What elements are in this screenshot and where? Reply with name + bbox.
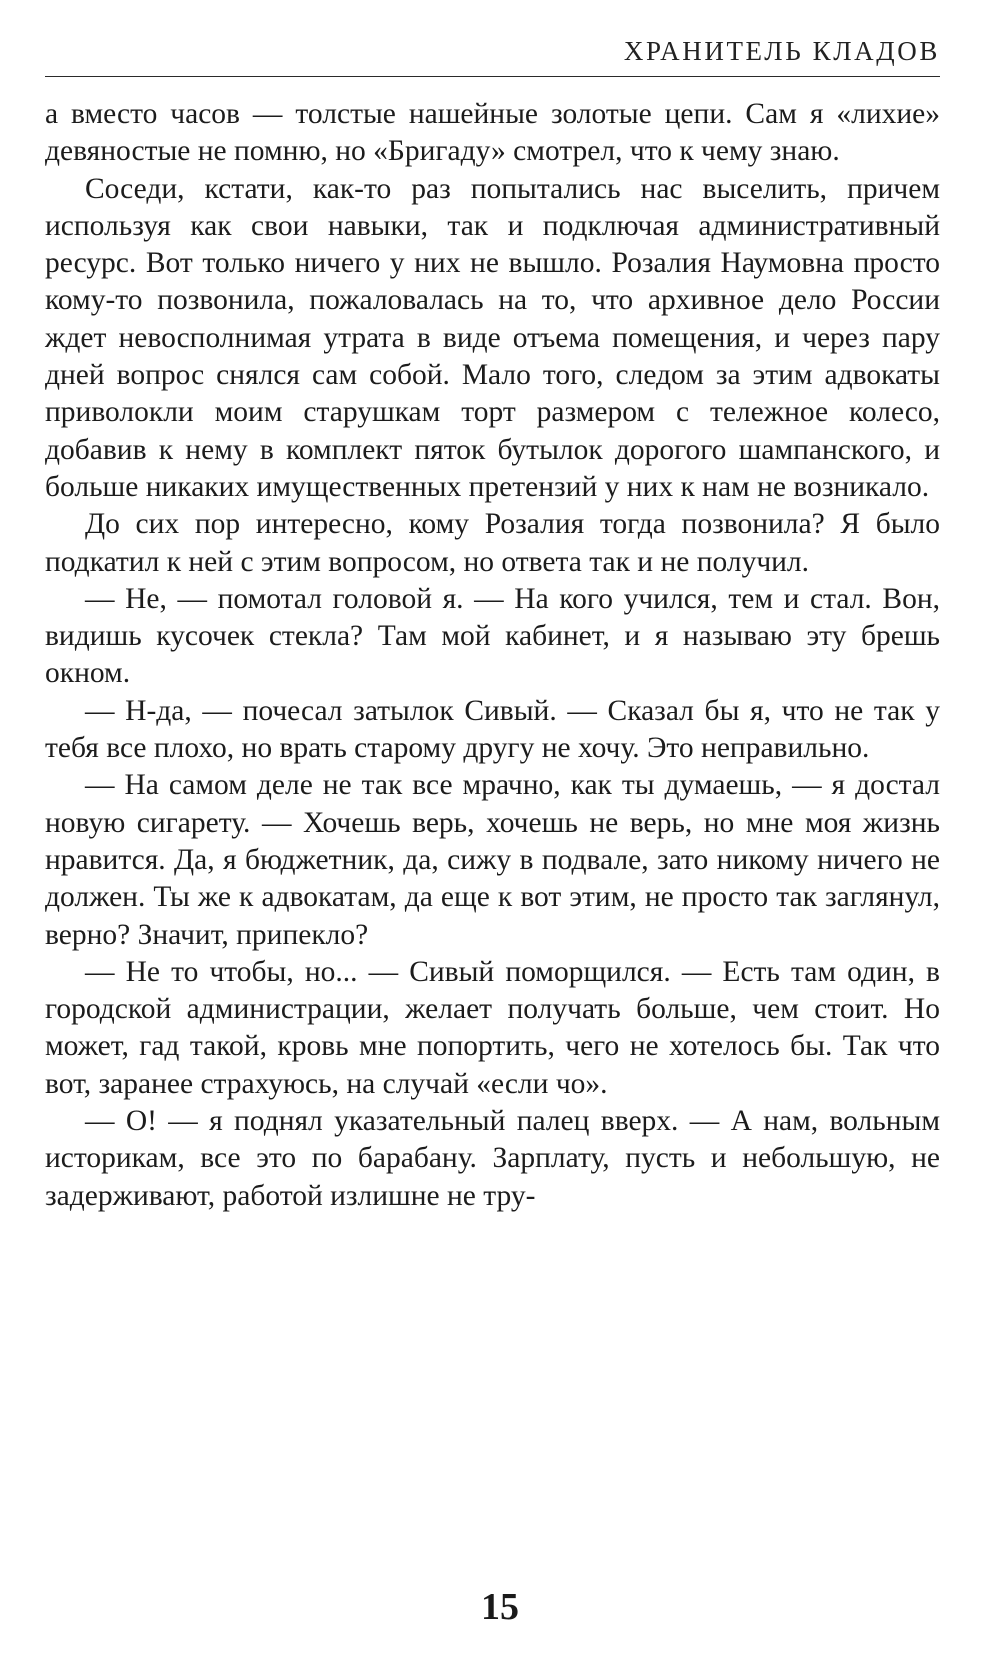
dialogue-paragraph: — Не то чтобы, но... — Сивый поморщился. — Есть там один, в городской администрации, желает получать больше, чем стоит. Но может, гад такой, кровь мне попортить, чего не хотелось бы. Так что вот, заранее страхуюсь, на случай «если чо». — [45, 955, 940, 1100]
paragraph: До сих пор интересно, кому Розалия тогда позвонила? Я было подкатил к ней с этим вопросом, но ответа так и не получил. — [45, 508, 940, 578]
paragraph: Соседи, кстати, как-то раз попытались нас выселить, причем используя как свои навыки, так и подключая административный ресурс. Вот только ничего у них не вышло. Розалия Наумовна просто кому-то позвонила, пожаловалась на то, что архивное дело России ждет невосполнимая утрата в виде отъема помещения, и через пару дней вопрос снялся сам собой. Мало того, следом за этим адвокаты приволокли моим старушкам торт размером с тележное колесо, добавив к нему в комплект пяток бутылок дорогого шампанского, и больше никаких имущественных претензий у них к нам не возникало. — [45, 172, 940, 503]
dialogue-paragraph: — На самом деле не так все мрачно, как ты думаешь, — я достал новую сигарету. — Хочешь верь, хочешь не верь, но мне моя жизнь нравится. Да, я бюджетник, да, сижу в подвале, зато никому ничего не должен. Ты же к адвокатам, да еще к вот этим, не просто так заглянул, верно? Значит, припекло? — [45, 769, 940, 951]
paragraph-continued: а вместо часов — толстые нашейные золотые цепи. Сам я «лихие» девяностые не помню, но «Бригаду» смотрел, что к чему знаю. — [45, 98, 940, 168]
running-header — [45, 36, 940, 77]
body-text — [45, 96, 940, 1215]
dialogue-paragraph: — Не, — помотал головой я. — На кого учился, тем и стал. Вон, видишь кусочек стекла? Там мой кабинет, и я называю эту брешь окном. — [45, 582, 940, 690]
dialogue-paragraph: — Н-да, — почесал затылок Сивый. — Сказал бы я, что не так у тебя все плохо, но врать старому другу не хочу. Это неправильно. — [45, 694, 940, 765]
page-number: 15 — [481, 1586, 519, 1628]
dialogue-paragraph: — О! — я поднял указательный палец вверх. — А нам, вольным историкам, все это по барабану. Зарплату, пусть и небольшую, не задерживают, работой излишне не тру- — [45, 1105, 940, 1212]
running-title: ХРАНИТЕЛЬ КЛАДОВ — [623, 36, 940, 66]
